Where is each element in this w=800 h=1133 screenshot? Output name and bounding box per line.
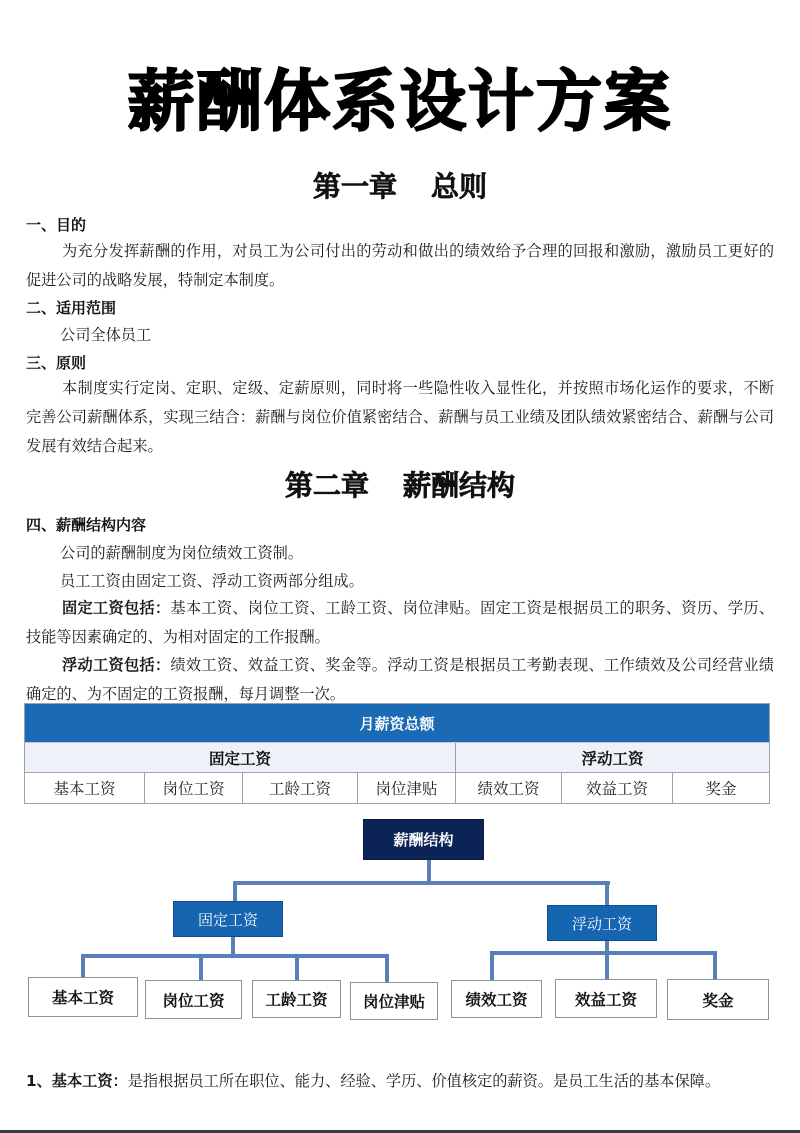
connector xyxy=(233,881,610,885)
connector xyxy=(81,954,85,978)
section-structure-heading: 四、薪酬结构内容 xyxy=(26,516,147,534)
chapter-1-prefix: 第一章 xyxy=(312,170,397,203)
connector xyxy=(199,954,203,981)
table-cell: 效益工资 xyxy=(562,773,673,803)
structure-line-2: 员工工资由固定工资、浮动工资两部分组成。 xyxy=(60,572,364,590)
item-basic-wage-text: 是指根据员工所在职位、能力、经验、学历、价值核定的薪资。是员工生活的基本保障。 xyxy=(127,1072,721,1090)
section-principle-heading: 三、原则 xyxy=(26,354,87,372)
chapter-2-heading xyxy=(0,468,800,504)
connector xyxy=(605,951,609,980)
item-basic-wage xyxy=(26,1071,720,1091)
chapter-1-name: 总则 xyxy=(431,170,488,203)
connector xyxy=(605,881,609,906)
document-title: 薪酬体系设计方案 xyxy=(128,63,672,140)
org-fixed-node: 固定工资 xyxy=(173,901,283,937)
org-leaf-node: 绩效工资 xyxy=(451,980,542,1018)
connector xyxy=(233,881,237,902)
connector xyxy=(81,954,388,958)
table-cell: 工龄工资 xyxy=(243,773,358,803)
fixed-wage-text: 基本工资、岗位工资、工龄工资、岗位津贴。固定工资是根据员工的职务、资历、学历、技能等因素确定的、为相对固定的工作报酬。 xyxy=(26,599,775,646)
section-purpose-text: 为充分发挥薪酬的作用，对员工为公司付出的劳动和做出的绩效给予合理的回报和激励，激励员工更好的促进公司的战略发展，特制定本制度。 xyxy=(26,242,774,289)
table-cell: 基本工资 xyxy=(25,773,145,803)
org-leaf-node: 基本工资 xyxy=(28,977,138,1017)
table-cell: 岗位工资 xyxy=(145,773,243,803)
item-basic-wage-label: 1、基本工资： xyxy=(26,1072,128,1090)
connector xyxy=(490,951,494,981)
org-leaf-node: 岗位工资 xyxy=(145,980,242,1019)
org-leaf-node: 奖金 xyxy=(667,979,769,1020)
org-float-node: 浮动工资 xyxy=(547,905,657,941)
section-scope-heading: 二、适用范围 xyxy=(26,299,117,317)
org-leaf-node: 岗位津贴 xyxy=(350,982,438,1020)
connector xyxy=(490,951,717,955)
org-root-node: 薪酬结构 xyxy=(363,819,484,860)
structure-line-1: 公司的薪酬制度为岗位绩效工资制。 xyxy=(60,544,303,562)
table-group-row xyxy=(25,742,769,772)
section-principle-text: 本制度实行定岗、定职、定级、定薪原则，同时将一些隐性收入显性化，并按照市场化运作的要求，不断完善公司薪酬体系，实现三结合：薪酬与岗位价值紧密结合、薪酬与员工业绩及团队绩效紧密结合、薪酬与公司发展有效结合起来。 xyxy=(26,379,774,455)
connector xyxy=(295,954,299,981)
fixed-wage-label: 固定工资包括： xyxy=(62,599,171,617)
connector xyxy=(713,951,717,980)
org-leaf-node: 效益工资 xyxy=(555,979,657,1018)
table-header: 月薪资总额 xyxy=(25,704,769,742)
float-wage-label: 浮动工资包括： xyxy=(62,656,171,674)
table-cell: 绩效工资 xyxy=(456,773,562,803)
section-scope-text: 公司全体员工 xyxy=(60,326,152,344)
chapter-1-heading xyxy=(0,169,800,205)
table-item-row xyxy=(25,772,769,803)
salary-table xyxy=(24,703,770,804)
float-wage-paragraph xyxy=(26,651,774,709)
float-wage-text: 绩效工资、效益工资、奖金等。浮动工资是根据员工考勤表现、工作绩效及公司经营业绩确定的、为不固定的工资报酬，每月调整一次。 xyxy=(26,656,775,703)
connector xyxy=(385,954,389,983)
table-cell: 岗位津贴 xyxy=(358,773,456,803)
org-leaf-node: 工龄工资 xyxy=(252,980,341,1018)
fixed-wage-paragraph xyxy=(26,594,774,652)
table-group-fixed: 固定工资 xyxy=(25,743,456,772)
chapter-2-prefix: 第二章 xyxy=(284,469,369,502)
table-group-float: 浮动工资 xyxy=(581,749,644,768)
chapter-2-name: 薪酬结构 xyxy=(403,469,516,502)
section-purpose-heading: 一、目的 xyxy=(26,216,87,234)
table-cell: 奖金 xyxy=(705,780,737,798)
